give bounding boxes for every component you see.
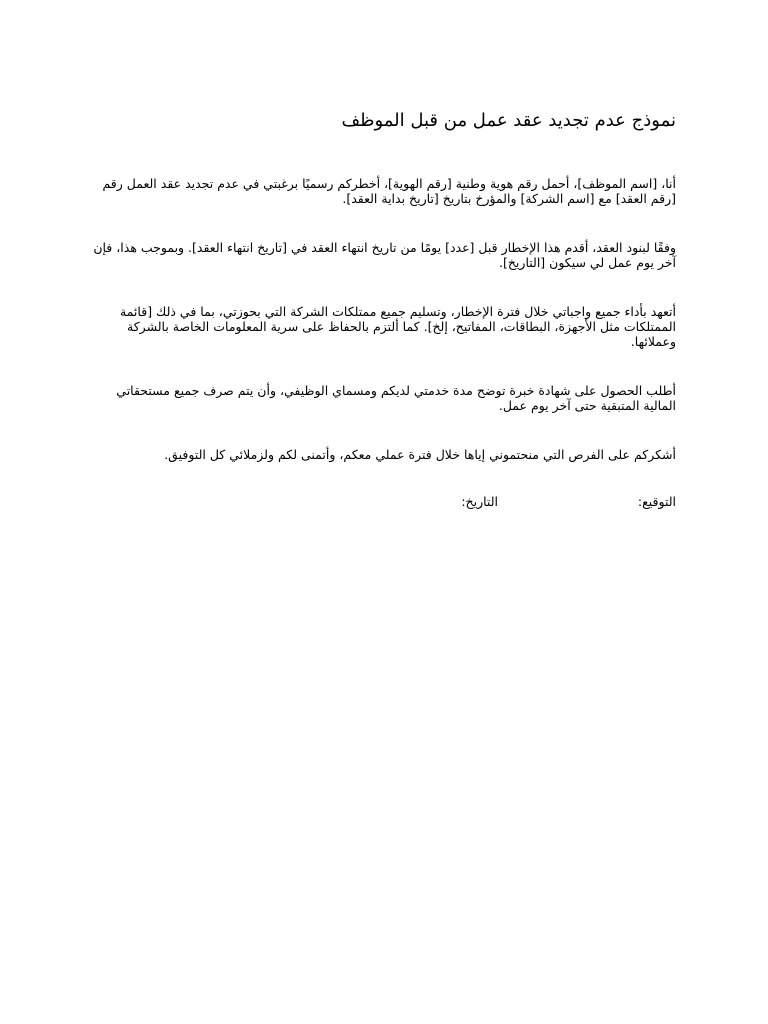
paragraph-notice-period: وفقًا لبنود العقد، أقدم هذا الإخطار قبل [عدد] يومًا من تاريخ انتهاء العقد في [تاريخ انتهاء العقد]. وبموجب هذا، فإن آخر يوم عمل لي سيكون [التاريخ]. — [93, 240, 676, 270]
document-title: نموذج عدم تجديد عقد عمل من قبل الموظف — [341, 110, 676, 131]
date-label: التاريخ: — [461, 494, 498, 509]
paragraph-thanks: أشكركم على الفرص التي منحتموني إياها خلال فترة عملي معكم، وأتمنى لكم ولزملائي كل التوفيق. — [164, 447, 676, 462]
signature-label: التوقيع: — [637, 494, 676, 509]
signature-row — [90, 494, 676, 514]
document-page — [90, 108, 676, 514]
paragraph-obligations: أتعهد بأداء جميع واجباتي خلال فترة الإخطار، وتسليم جميع ممتلكات الشركة التي بحوزتي، بما في ذلك [قائمة الممتلكات مثل الأجهزة، البطاقات، المفاتيح، إلخ]. كما ألتزم بالحفاظ على سرية المعلومات الخاصة بالشركة وعملائها. — [120, 304, 676, 349]
paragraph-intro: أنا، [اسم الموظف]، أحمل رقم هوية وطنية [رقم الهوية]، أخطركم رسميًا برغبتي في عدم تجديد عقد العمل رقم [رقم العقد] مع [اسم الشركة] والمؤرخ بتاريخ [تاريخ بداية العقد]. — [102, 176, 676, 206]
paragraph-requests: أطلب الحصول على شهادة خبرة توضح مدة خدمتي لديكم ومسماي الوظيفي، وأن يتم صرف جميع مستحقاتي المالية المتبقية حتى آخر يوم عمل. — [116, 383, 676, 413]
